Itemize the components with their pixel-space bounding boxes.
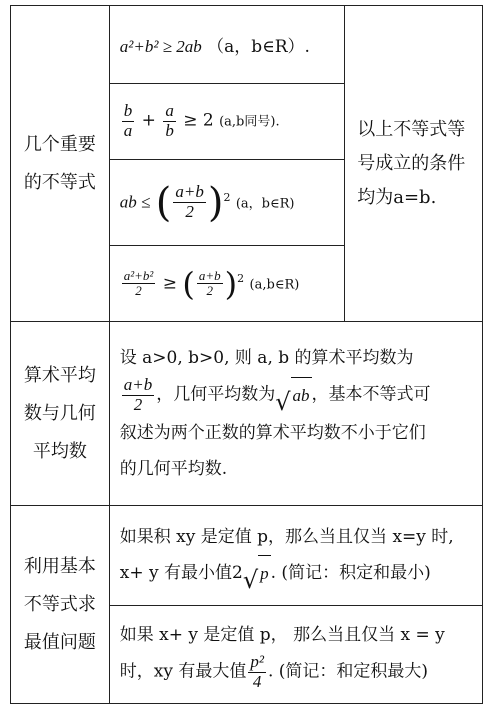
label-line: 几个重要 xyxy=(23,133,96,155)
note-line: 号成立的条件 xyxy=(357,152,466,174)
note-line: 以上不等式等 xyxy=(357,118,466,140)
table-row xyxy=(11,506,483,606)
exponent: 2 xyxy=(223,190,231,204)
text-line: 时，xy 有最大值 $\frac{\text{p²}}{4}$ . (简记：和定积最大) xyxy=(119,652,429,691)
text-line: 如果 x+ y 是定值 p， 那么当且仅当 x = y xyxy=(119,625,445,646)
label-line: 算术平均 xyxy=(23,364,96,386)
fraction: $\frac{\text{a²+b²}}{2}$ xyxy=(123,267,154,298)
relation: ≥ xyxy=(162,273,177,293)
text-line: 叙述为两个正数的算术平均数不小于它们 xyxy=(119,422,426,443)
label-means xyxy=(11,322,110,506)
plus-sign: + xyxy=(141,111,156,131)
fraction: $\frac{a}{b}$ xyxy=(165,101,174,140)
exponent: 2 xyxy=(237,271,245,285)
label-line: 数与几何 xyxy=(23,402,96,424)
fraction: $\frac{\text{p²}}{4}$ xyxy=(250,652,264,691)
text-line: $\frac{a+b}{2}$ ，几何平均数为 √ ab ，基本不等式可 xyxy=(123,375,431,416)
formula-lhs: ab ≤ xyxy=(119,192,151,211)
text-line: 的几何平均数. xyxy=(119,458,228,479)
formula-condition: （a，b∈R）. xyxy=(207,37,310,57)
table-row xyxy=(11,6,483,84)
sum-fixed-rule xyxy=(109,606,482,704)
formula-cell-2 xyxy=(109,84,344,160)
fraction: $\frac{b}{a}$ xyxy=(123,101,133,140)
formula-condition: (a,b∈R) xyxy=(249,277,300,292)
formula-cell-1 xyxy=(109,6,344,84)
label-extreme-values xyxy=(11,506,110,704)
label-line: 平均数 xyxy=(32,440,87,462)
label-line: 不等式求 xyxy=(23,593,96,615)
label-important-inequalities xyxy=(11,6,110,322)
formula-cell-3: ab ≤ ( $\frac{a+b}{2}$ )$^2$ (a，b∈R) xyxy=(109,160,344,246)
sqrt: √ ab xyxy=(275,377,311,414)
table-row xyxy=(11,322,483,506)
inequality-table xyxy=(10,5,483,704)
sqrt: √ p xyxy=(243,555,271,592)
relation: ≥ 2 xyxy=(183,111,214,131)
label-line: 最值问题 xyxy=(23,631,96,653)
label-line: 利用基本 xyxy=(23,555,96,577)
product-fixed-rule xyxy=(109,506,482,606)
text-line: x+ y 有最小值2 √ p . (简记：积定和最小) xyxy=(120,555,476,592)
formula-cell-4: $\frac{\text{a²+b²}}{2}$ ≥ ( $\frac{a+b}{2}$ )$^2$ (a,b∈R) xyxy=(109,246,344,322)
means-description xyxy=(109,322,482,506)
formula-condition: (a，b∈R) xyxy=(235,196,295,211)
text-line: 如果积 xy 是定值 p，那么当且仅当 x=y 时, xyxy=(119,527,454,547)
formula-text: a²+b² ≥ 2ab xyxy=(119,37,202,56)
equality-note xyxy=(345,6,483,322)
label-line: 的不等式 xyxy=(23,171,96,193)
text-line: 设 a>0, b>0, 则 a, b 的算术平均数为 xyxy=(119,348,414,369)
fraction: $\frac{a+b}{2}$ xyxy=(198,267,221,298)
fraction: $\frac{a+b}{2}$ xyxy=(175,182,204,221)
formula-condition: (a,b同号). xyxy=(219,115,280,130)
note-line: 均为a=b. xyxy=(357,186,437,208)
fraction: $\frac{a+b}{2}$ xyxy=(123,375,153,414)
